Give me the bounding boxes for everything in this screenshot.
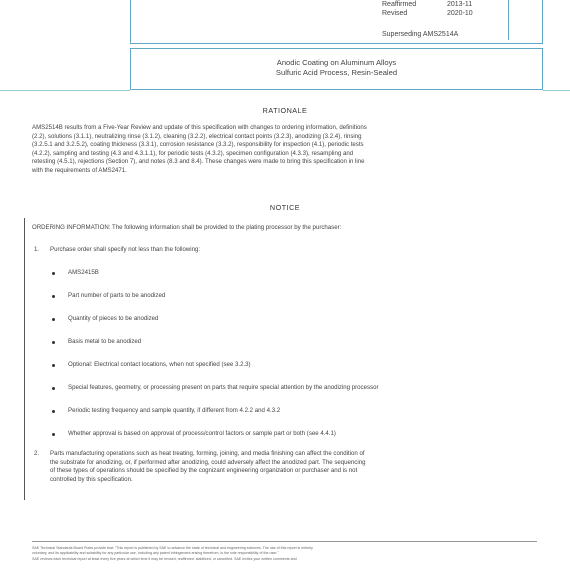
bullet-dot bbox=[52, 364, 55, 367]
reaffirmed-value: 2013-11 bbox=[447, 1, 473, 8]
rationale-heading: RATIONALE bbox=[262, 106, 308, 115]
item-number-1: 1. bbox=[34, 246, 40, 253]
item-1-text: Purchase order shall specify not less than the following: bbox=[50, 246, 201, 253]
bullet-item: Special features, geometry, or processing present on parts that require special attention by the anodizing processor bbox=[68, 384, 379, 391]
header-divider bbox=[508, 0, 509, 40]
bullet-dot bbox=[52, 318, 55, 321]
rationale-line: with the requirements of AMS2471. bbox=[32, 166, 127, 174]
footer-rule bbox=[32, 541, 537, 542]
revised-value: 2020-10 bbox=[447, 10, 473, 17]
bullet-dot bbox=[52, 295, 55, 298]
footer-line: SAE Technical Standards Board Rules provide that: "This report is published by SAE to advance the state of technical and engineering sciences. The use of this report is entirely bbox=[32, 546, 313, 550]
title-line-1: Anodic Coating on Aluminum Alloys bbox=[276, 58, 397, 67]
bullet-dot bbox=[52, 433, 55, 436]
header-box bbox=[130, 0, 543, 44]
rationale-line: (3.2.5.1 and 3.2.5.2), coating thickness (3.3.1), corrosion resistance (3.3.2), responsibility for inspection (4.1), periodic tests bbox=[32, 141, 364, 149]
header-rule-right bbox=[543, 90, 570, 91]
footer-notice bbox=[32, 546, 537, 562]
bullet-item: Part number of parts to be anodized bbox=[68, 292, 166, 299]
footer-line: voluntary, and its applicability and suitability for any particular use, including any patent infringement arising therefrom, is the sole responsibility of the user." bbox=[32, 550, 279, 555]
bullet-dot bbox=[52, 272, 55, 275]
item-2-line: of these types of operations should be specified by the cognizant engineering organization or purchaser and is not bbox=[50, 467, 358, 475]
title-line-2: Sulfuric Acid Process, Resin-Sealed bbox=[275, 68, 398, 77]
item-2-line: Parts manufacturing operations such as heat treating, forming, joining, and media finishing can affect the condition of bbox=[50, 450, 365, 457]
bullet-dot bbox=[52, 341, 55, 344]
item-2-line: the substrate for anodizing, or, if performed after anodizing, could adversely affect the anodized part. The sequencing bbox=[50, 458, 366, 466]
rationale-paragraph bbox=[32, 124, 537, 176]
revised-label: Revised bbox=[382, 10, 408, 17]
reaffirmed-label: Reaffirmed bbox=[382, 1, 417, 8]
footer-line: SAE reviews each technical report at least every five years at which time it may be revised, reaffirmed, stabilized, or cancelled. SAE invites your written comments and bbox=[32, 557, 297, 562]
item-2-paragraph bbox=[50, 450, 537, 484]
bullet-item: Quantity of pieces to be anodized bbox=[68, 315, 159, 322]
rationale-line: (4.2.2), sampling and testing (4.3 and 4.3.1.1), for periodic tests (4.3.2), specimen configuration (4.3.3), resampling and bbox=[32, 149, 354, 157]
header-rule-left bbox=[0, 90, 130, 91]
rationale-line: AMS2514B results from a Five-Year Review and update of this specification with changes to ordering information, definitions bbox=[32, 124, 367, 131]
bullet-item: Whether approval is based on approval of process/control factors or sample part or both (see 4.4.1) bbox=[68, 430, 336, 437]
superseding-text: Superseding AMS2514A bbox=[382, 31, 459, 38]
item-2-line: controlled by this specification. bbox=[50, 475, 133, 483]
notice-heading: NOTICE bbox=[269, 203, 301, 212]
ordering-information: ORDERING INFORMATION: The following information shall be provided to the plating processor by the purchaser: bbox=[32, 224, 342, 231]
bullet-item: Basis metal to be anodized bbox=[68, 338, 142, 345]
bullet-dot bbox=[52, 387, 55, 390]
bullet-item: AMS2415B bbox=[68, 269, 99, 276]
bullet-item: Optional: Electrical contact locations, when not specified (see 3.2.3) bbox=[68, 361, 251, 368]
change-bar bbox=[24, 218, 25, 500]
title-box bbox=[130, 48, 543, 90]
rationale-line: (2.2), solutions (3.1.1), neutralizing rinse (3.1.2), cleaning (3.2.2), electrical contact points (3.2.3), anodizing (3.2.4), rinsing bbox=[32, 132, 362, 140]
bullet-dot bbox=[52, 410, 55, 413]
rationale-line: retesting (4.5.1), rejections (Section 7), and notes (8.3 and 8.4). These changes were made to bring this specification in line bbox=[32, 158, 365, 166]
bullet-item: Periodic testing frequency and sample quantity, if different from 4.2.2 and 4.3.2 bbox=[68, 407, 281, 414]
item-number-2: 2. bbox=[34, 450, 40, 457]
